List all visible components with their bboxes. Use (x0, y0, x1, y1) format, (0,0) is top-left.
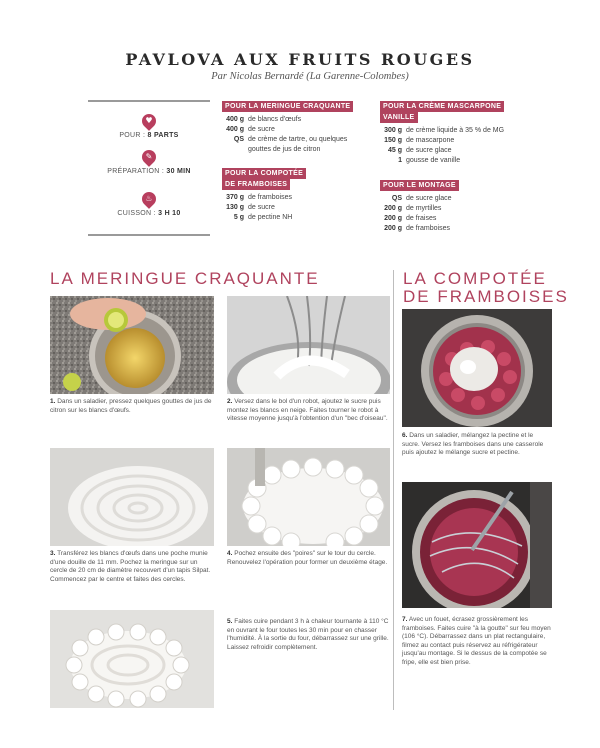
ingredients-meringue-title: POUR LA MERINGUE CRAQUANTE (222, 101, 353, 112)
ingredients-compotee (222, 168, 372, 223)
ingredient-row: 200 g de fraises (384, 215, 437, 222)
step-3: 3. Transférez les blancs d'œufs dans une poche munie d'une douille de 11 mm. Pochez la meringue sur un cercle de 20 cm de diamètre recouvert d'un tapis Silpat. Commencez par le centre et faites des cercles. (50, 550, 211, 583)
photo-lemon-bowl (50, 296, 214, 394)
ingredient-row: 130 g de sucre (226, 204, 275, 211)
photo-raspberries-pan-art (402, 309, 552, 427)
ingredient-row: QS de sucre glace (391, 195, 452, 202)
recipe-title: PAVLOVA AUX FRUITS ROUGES (125, 50, 475, 69)
cooking-flame-icon: ♨ (139, 189, 159, 209)
cook-row (88, 192, 210, 217)
portions-value: 8 PARTS (147, 132, 179, 139)
photo-compote-whisk-art (402, 482, 552, 608)
ingredients-mascarpone (380, 101, 550, 166)
ingredients-mascarpone-title-line2: VANILLE (380, 112, 418, 123)
portions-row (88, 114, 210, 139)
ingredient-row: 45 g de sucre glace (387, 147, 452, 154)
ingredients-montage-title: POUR LE MONTAGE (380, 180, 459, 191)
prep-label: PRÉPARATION : (107, 168, 165, 175)
ingredient-row: 400 g de blancs d'œufs (226, 116, 302, 123)
step-4: 4. Pochez ensuite des "poires" sur le tour du cercle. Renouvelez l'opération pour former un deuxième étage. (227, 550, 388, 566)
column-divider (393, 270, 394, 710)
photo-raspberries-pan (402, 309, 552, 427)
photo-meringue-border (227, 448, 390, 546)
photo-lemon-bowl-art (50, 296, 214, 394)
ingredients-montage (380, 180, 550, 234)
photo-whisk-bowl (227, 296, 390, 394)
photo-compote-whisk (402, 482, 552, 608)
step-6: 6. Dans un saladier, mélangez la pectine et le sucre. Versez les framboises dans une casserole puis ajoutez le mélange sucre et pectine. (402, 432, 544, 457)
section-heading-compotee-line2: DE FRAMBOISES (403, 287, 569, 306)
portions-label: POUR : (119, 132, 146, 139)
photo-whisk-bowl-art (227, 296, 390, 394)
cook-value: 3 H 10 (158, 210, 181, 217)
ingredient-row: 300 g de crème liquide à 35 % de MG (384, 127, 505, 134)
ingredient-row: 200 g de myrtilles (384, 205, 442, 212)
step-2: 2. Versez dans le bol d'un robot, ajoutez le sucre puis montez les blancs en neige. Faites tourner le robot à vitesse moyenne jusqu'à l'obtention d'un "bec d'oiseau". (227, 398, 388, 423)
cook-label: CUISSON : (117, 210, 156, 217)
ingredient-row: 400 g de sucre (226, 126, 275, 133)
prep-row (88, 150, 210, 175)
photo-meringue-spiral-art (50, 448, 214, 546)
photo-baked-meringue-art (50, 610, 214, 708)
ingredients-compotee-title-line1: POUR LA COMPOTÉE (222, 168, 306, 179)
step-5: 5. Faites cuire pendant 3 h à chaleur tournante à 110 °C en ouvrant le four toutes les 30 min pour en chasser l'humidité. À la sortie du four, débarrassez sur une grille. Laissez refroidir complètement. (227, 618, 389, 651)
ingredient-row: 5 g de pectine NH (233, 214, 293, 221)
photo-meringue-spiral (50, 448, 214, 546)
ingredients-mascarpone-title-line1: POUR LA CRÈME MASCARPONE (380, 101, 504, 112)
photo-baked-meringue (50, 610, 214, 708)
ingredient-row: 150 g de mascarpone (384, 137, 455, 144)
ingredient-row: 370 g de framboises (226, 194, 292, 201)
step-7: 7. Avec un fouet, écrasez grossièrement les framboises. Faites cuire "à la goutte" sur feu moyen (106 °C). Débarrassez dans un plat rectangulaire, filmez au contact puis réservez au réfrigérateur jusqu'au montage. Si le dessus de la compotée se fripe, elle est bien prise. (402, 616, 551, 666)
prep-time-icon: ✎ (139, 147, 159, 167)
ingredients-compotee-title-line2: DE FRAMBOISES (222, 179, 290, 190)
photo-meringue-border-art (227, 448, 390, 546)
ingredient-row: 1 gousse de vanille (398, 157, 461, 164)
ingredient-row: 200 g de framboises (384, 225, 450, 232)
recipe-author: Par Nicolas Bernardé (La Garenne-Colombes) (211, 71, 409, 82)
portions-icon: ♥ (139, 111, 159, 131)
step-1: 1. Dans un saladier, pressez quelques gouttes de jus de citron sur les blancs d'œufs. (50, 398, 212, 414)
section-heading-meringue: LA MERINGUE CRAQUANTE (50, 269, 320, 288)
ingredients-meringue (222, 101, 372, 155)
prep-value: 30 MIN (166, 168, 191, 175)
ingredient-row: QS de crème de tartre, ou quelques gouttes de jus de citron (233, 136, 348, 153)
section-heading-compotee-line1: LA COMPOTÉE (403, 269, 547, 288)
recipe-info-box (88, 100, 210, 236)
